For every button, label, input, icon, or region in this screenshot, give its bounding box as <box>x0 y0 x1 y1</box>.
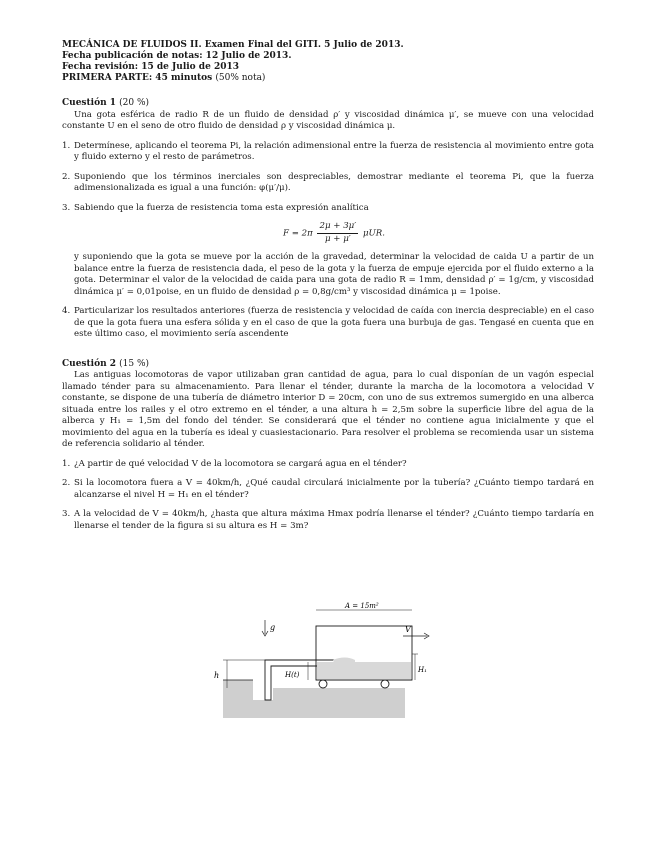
pool-water <box>223 680 253 700</box>
revision-date: Fecha revisión: 15 de Julio de 2013 <box>62 62 240 72</box>
velocity-label: V <box>405 625 411 634</box>
exam-header <box>62 40 594 84</box>
publication-date: Fecha publicación de notas: 12 Julio de 2013. <box>62 51 292 61</box>
q1-item-3: 3. Sabiendo que la fuerza de resistencia toma esta expresión analítica F = 2π $\frac{2\mu + 3\mu'}{\mu + \mu'}$ μUR. y suponiendo que la gota se mueve por la acción de la gravedad, determinar la velocidad de caida U a partir de un balance entre la fuerza de resistencia dada, el peso de la gota y la fuerza de empuje ejercida por el fluido externo a la gota. Determinar el valor de la velocidad de caida para una gota de radio R = 1mm, densidad ρ′ = 1g/cm, y viscosidad dinámica μ′ = 0,01poise, en un fluido de densidad ρ = 0,8g/cm³ y viscosidad dinámica μ = 1poise. <box>62 202 594 297</box>
tender-water <box>317 662 411 679</box>
q2-list <box>62 459 594 533</box>
q1-list <box>62 141 594 341</box>
wheel-right <box>381 680 389 688</box>
drag-force-equation: F = 2π $\frac{2\mu + 3\mu'}{\mu + \mu'}$ μUR. <box>283 221 385 244</box>
wheel-left <box>319 680 327 688</box>
q1-intro: Una gota esférica de radio R de un fluido de densidad ρ′ y viscosidad dinámica μ′, se mueve con una velocidad constante U en el seno de otro fluido de densidad ρ y viscosidad dinámica μ. <box>62 109 594 131</box>
exam-title: MECÁNICA DE FLUIDOS II. Examen Final del GITI. 5 Julio de 2013. <box>62 40 404 50</box>
h1-label: H₁ <box>418 666 427 674</box>
part-duration: PRIMERA PARTE: 45 minutos (50% nota) <box>62 73 266 83</box>
q2-intro: Las antiguas locomotoras de vapor utilizaban gran cantidad de agua, para lo cual disponían de un vagón especial llamado ténder para su almacenamiento. Para llenar el ténder, durante la marcha de la locomotora a velocidad V constante, se dispone de una tubería de diámetro interior D = 20cm, con uno de sus extremos sumergido en una alberca situada entre los railes y el otro extremo en el ténder, a una altura h = 2,5m sobre la superficie libre del agua de la alberca y H₁ = 1,5m del fondo del ténder. Se considerará que el ténder no contiene agua inicialmente y que el movimiento del agua en la tubería es ideal y cuasiestacionario. Para resolver el problema se recomienda usar un sistema de referencia solidario al ténder. <box>62 370 594 449</box>
q1-item-4: 4. Particularizar los resultados anteriores (fuerza de resistencia y velocidad de caída con inercia despreciable) en el caso de que la gota fuera una esfera sólida y en el caso de que la gota fuera una burbuja de gas. Tengasé en cuenta que en este último caso, el movimiento sería ascendente <box>62 306 594 339</box>
q1-item-2: 2. Suponiendo que los términos inerciales son despreciables, demostrar mediante el teorema Pi, que la fuerza adimensionalizada es igual a una función: φ(μ′/μ). <box>62 171 594 193</box>
h-label: h <box>214 671 220 680</box>
gravity-label: g <box>270 623 276 632</box>
q2-title: Cuestión 2 (15 %) <box>62 358 150 369</box>
tender-figure <box>205 600 435 720</box>
q2-item-1: 1. ¿A partir de qué velocidad V de la locomotora se cargará agua en el ténder? <box>62 458 407 469</box>
q1-item-1: 1. Determínese, aplicando el teorema Pi, la relación adimensional entre la fuerza de resistencia al movimiento entre gota y fluido externo y el resto de parámetros. <box>62 140 594 162</box>
q1-item-3-continuation: y suponiendo que la gota se mueve por la acción de la gravedad, determinar la velocidad de caida U a partir de un balance entre la fuerza de resistencia dada, el peso de la gota y la fuerza de empuje ejercida por el fluido externo a la gota. Determinar el valor de la velocidad de caida para una gota de radio R = 1mm, densidad ρ′ = 1g/cm, y viscosidad dinámica μ′ = 0,01poise, en un fluido de densidad ρ = 0,8g/cm³ y viscosidad dinámica μ = 1poise. <box>74 252 594 297</box>
area-label: A = 15m² <box>345 602 379 610</box>
ht-label: H(t) <box>285 671 300 679</box>
q2-item-2: 2. Si la locomotora fuera a V = 40km/h, ¿Qué caudal circulará inicialmente por la tubería? ¿Cuánto tiempo tardará en alcanzarse el nivel H = H₁ en el ténder? <box>62 478 594 500</box>
q2-item-3: 3. A la velocidad de V = 40km/h, ¿hasta que altura máxima Hmax podría llenarse el ténder? ¿Cuánto tiempo tardaría en llenarse el tender de la figura si su altura es H = 3m? <box>62 509 594 531</box>
exam-page <box>62 40 594 540</box>
q1-title: Cuestión 1 (20 %) <box>62 98 150 108</box>
